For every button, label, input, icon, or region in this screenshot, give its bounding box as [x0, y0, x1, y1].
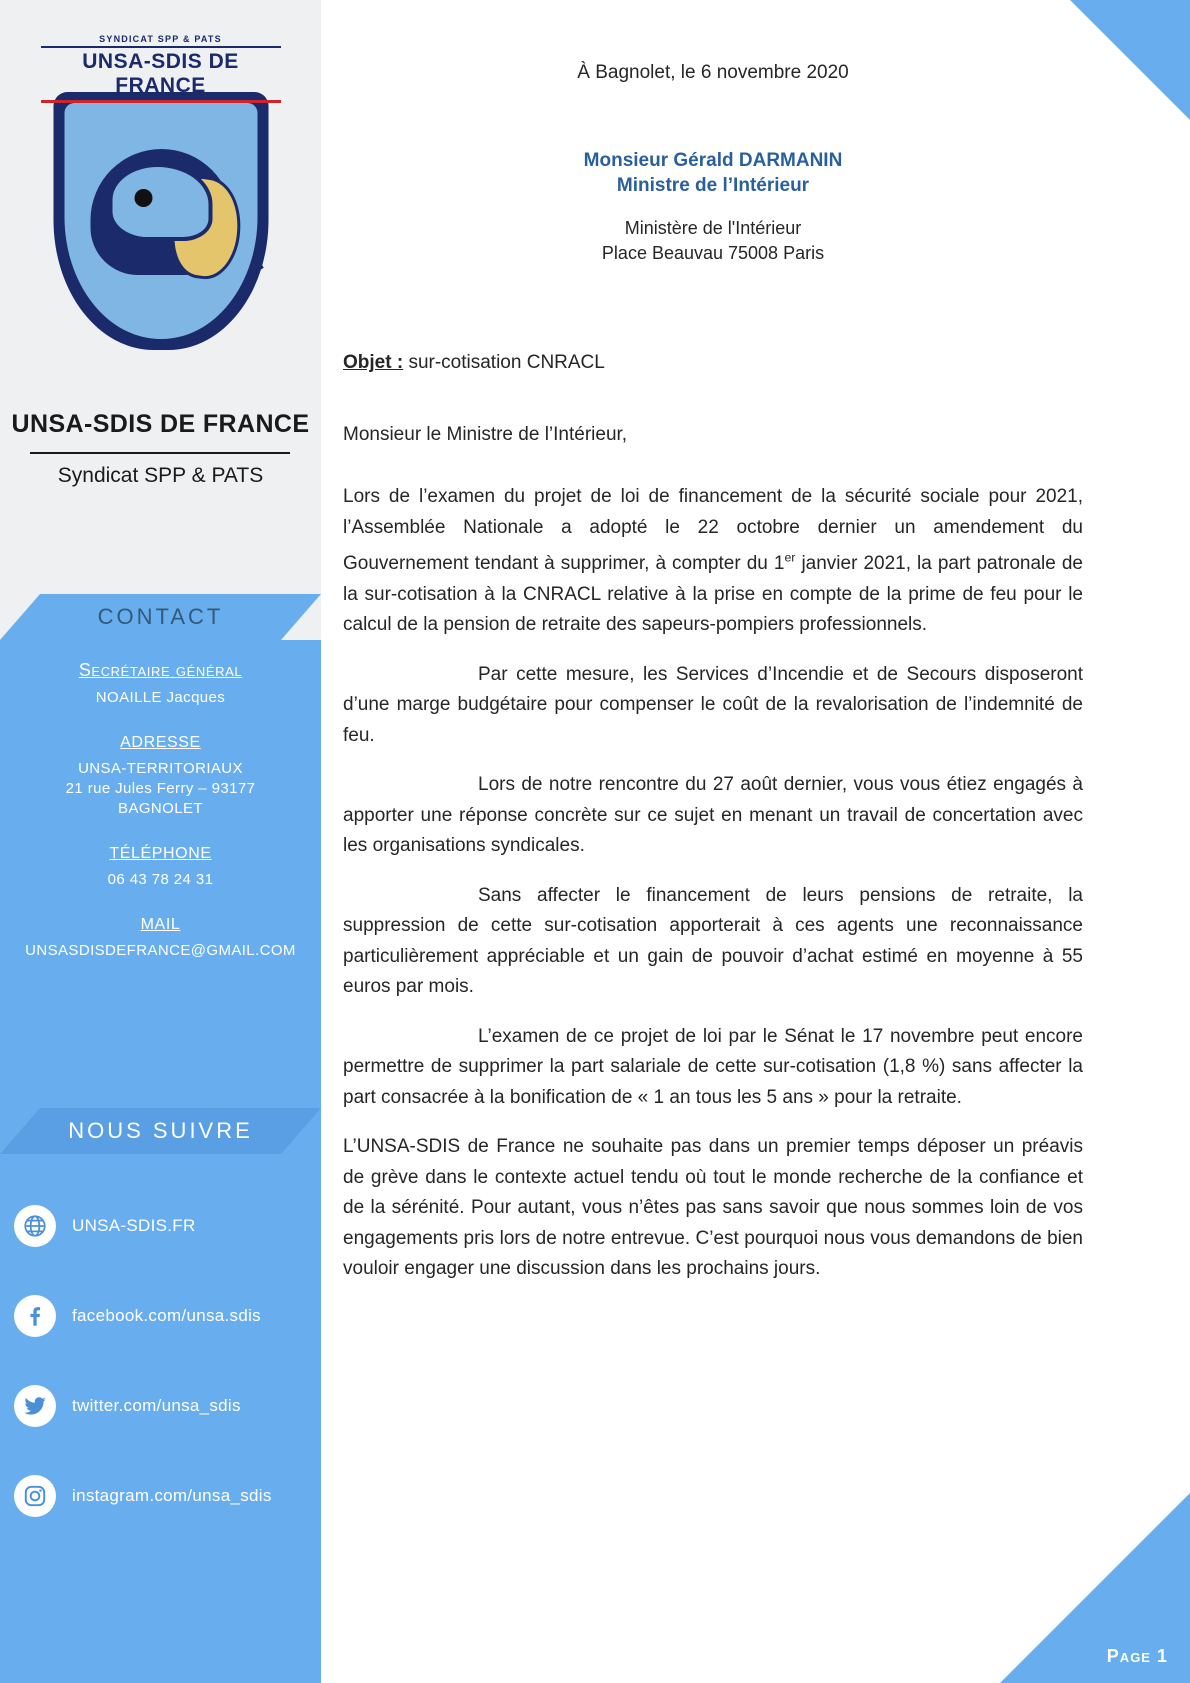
contact-role-value: NOAILLE Jacques — [95, 689, 226, 706]
social-link-instagram[interactable] — [0, 1465, 321, 1527]
organization-logo — [0, 18, 321, 388]
top-right-corner-decoration — [1070, 0, 1190, 120]
social-link-instagram-label: instagram.com/unsa_sdis — [72, 1486, 272, 1505]
social-links — [0, 1195, 321, 1555]
paragraph-2: Par cette mesure, les Services d’Incendie et de Secours disposeront d’une marge budgétaire pour compenser le coût de la revalorisation de l’indemnité de feu. — [343, 663, 1083, 746]
contact-phone-label: TÉLÉPHONE — [109, 845, 212, 862]
facebook-icon — [14, 1295, 56, 1337]
contact-mail-group — [0, 916, 321, 961]
contact-mail-label: MAIL — [140, 916, 181, 933]
organization-title: UNSA-SDIS DE FRANCE — [11, 410, 310, 438]
follow-heading: NOUS SUIVRE — [68, 1118, 253, 1143]
contact-phone-group — [0, 845, 321, 890]
contact-role-group — [0, 660, 321, 708]
social-link-facebook-label: facebook.com/unsa.sdis — [72, 1306, 261, 1325]
recipient-address-line2: Place Beauvau 75008 Paris — [601, 243, 825, 263]
recipient-title: Ministre de l’Intérieur — [616, 175, 810, 196]
contact-address-line1: UNSA-TERRITORIAUX — [78, 760, 243, 777]
contact-address-line2: 21 rue Jules Ferry – 93177 — [65, 780, 256, 797]
letter-date: À Bagnolet, le 6 novembre 2020 — [577, 62, 849, 83]
contact-details — [0, 660, 321, 987]
contact-phone-value[interactable]: 06 43 78 24 31 — [107, 871, 214, 888]
contact-role-label: Secrétaire général — [78, 660, 243, 680]
contact-address-group — [0, 734, 321, 819]
social-link-twitter[interactable] — [0, 1375, 321, 1437]
social-link-twitter-label: twitter.com/unsa_sdis — [72, 1396, 241, 1415]
shield-inner — [64, 103, 257, 339]
logo-banner-top-text: SYNDICAT SPP & PATS — [41, 34, 281, 48]
contact-heading: CONTACT — [97, 604, 224, 629]
paragraph-4: Sans affecter le financement de leurs pensions de retraite, la suppression de cette sur-cotisation apporterait à ces agents une reconnaissance particulièrement appréciable et un gain de pouvoir d’achat estimé en moyenne à 55 euros par mois. — [343, 884, 1083, 998]
paragraph-1: Lors de l’examen du projet de loi de financement de la sécurité sociale pour 2021, l’Assemblée Nationale a adopté le 22 octobre dernier un amendement du Gouvernement tendant à supprimer, à compter du 1er janvier 2021, la part patronale de la sur-cotisation à la CNRACL relative à la prise en compte de la prime de feu pour le calcul de la pension de retraite des sapeurs-pompiers professionnels. — [343, 486, 1083, 636]
letter-paragraphs — [343, 482, 1083, 1304]
contact-mail-value[interactable]: UNSASDISDEFRANCE@GMAIL.COM — [25, 942, 296, 959]
page-number: Page 1 — [1106, 1646, 1168, 1666]
contact-address-line3: BAGNOLET — [118, 800, 203, 817]
organization-subtitle: Syndicat SPP & PATS — [57, 464, 264, 487]
subject-value: sur-cotisation CNRACL — [403, 352, 605, 373]
twitter-icon — [14, 1385, 56, 1427]
logo-banner — [41, 34, 281, 103]
salutation: Monsieur le Ministre de l’Intérieur, — [343, 424, 628, 445]
contact-section-banner — [0, 594, 321, 640]
sidebar — [0, 0, 321, 1683]
subject-line — [343, 352, 605, 374]
paragraph-3: Lors de notre rencontre du 27 août dernier, vous vous étiez engagés à apporter une réponse concrète sur ce sujet en menant un travail de concertation avec les organisations syndicales. — [343, 774, 1083, 857]
social-link-website-label: UNSA-SDIS.FR — [72, 1216, 196, 1235]
paragraph-6: L’UNSA-SDIS de France ne souhaite pas dans un premier temps déposer un préavis de grève dans le contexte actuel tendu où tout le monde recherche de la confiance et de la sérénité. Pour autant, vous n’êtes pas sans savoir que nous sommes loin de vos engagements pris lors de notre entrevue. C’est pourquoi nous vous demandons de bien vouloir engager une discussion dans les prochains jours. — [343, 1136, 1083, 1280]
letter-body — [343, 0, 1083, 1683]
subject-label: Objet : — [343, 352, 404, 373]
recipient-block — [343, 148, 1083, 266]
globe-icon — [14, 1205, 56, 1247]
helmet-visor-icon — [108, 163, 212, 241]
shield-icon — [53, 92, 268, 350]
recipient-name: Monsieur Gérald DARMANIN — [583, 150, 843, 171]
instagram-icon — [14, 1475, 56, 1517]
paragraph-5: L’examen de ce projet de loi par le Sénat le 17 novembre peut encore permettre de supprimer la part salariale de cette sur-cotisation (1,8 %) sans affecter la part consacrée à la bonification de « 1 an tous les 5 ans » pour la retraite. — [343, 1025, 1083, 1108]
social-link-website[interactable] — [0, 1195, 321, 1257]
helmet-eye-icon — [134, 189, 152, 207]
title-divider — [30, 452, 290, 454]
social-link-facebook[interactable] — [0, 1285, 321, 1347]
recipient-address-line1: Ministère de l'Intérieur — [624, 218, 802, 238]
follow-section-banner — [0, 1108, 321, 1154]
logo-banner-main-text: UNSA-SDIS DE FRANCE — [41, 50, 281, 103]
contact-address-label: ADRESSE — [120, 734, 201, 751]
